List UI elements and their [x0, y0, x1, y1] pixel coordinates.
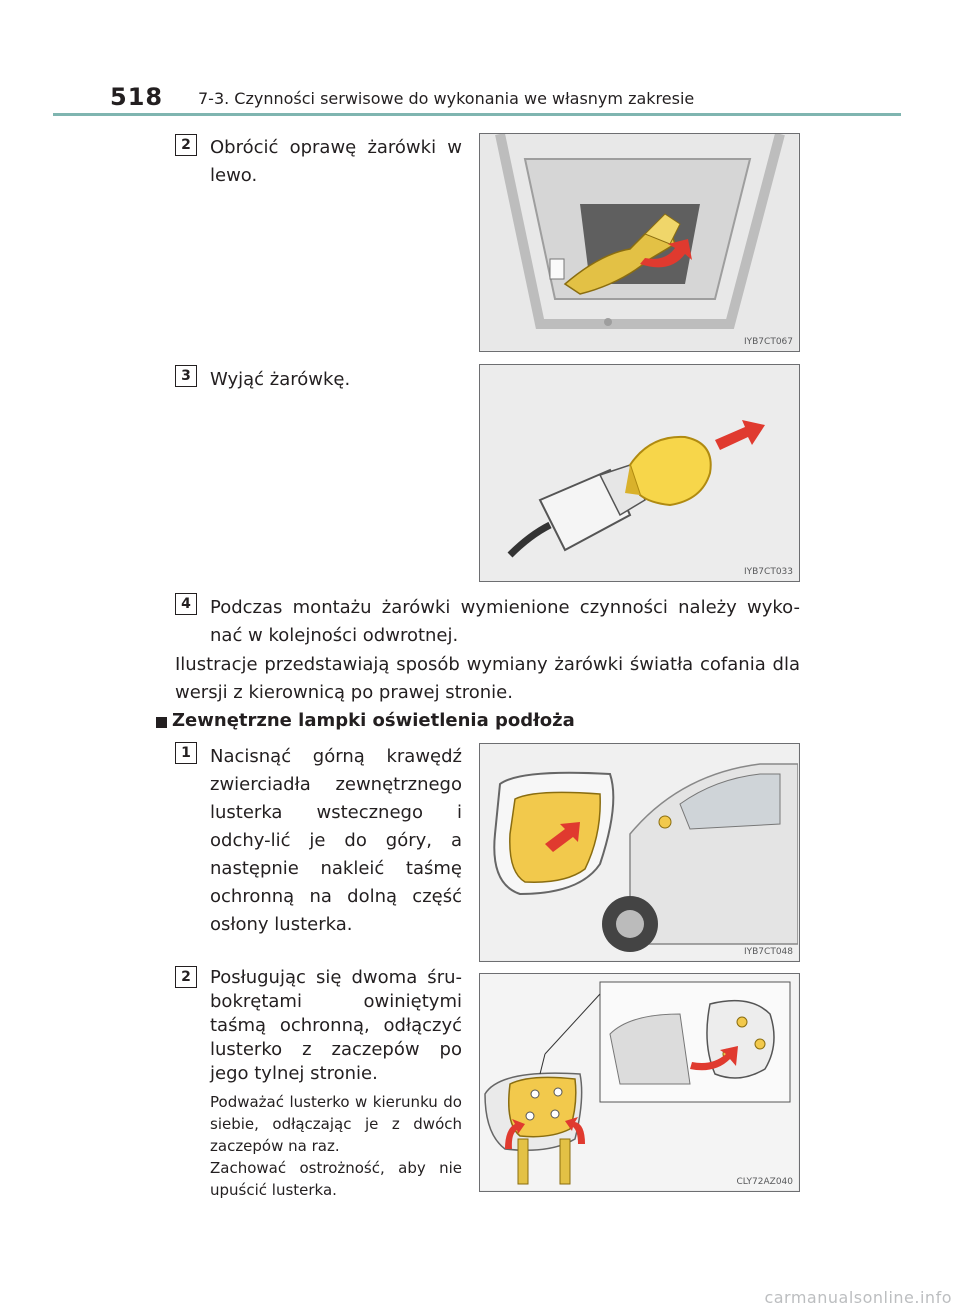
step-text: Wyjąć żarówkę. — [210, 369, 351, 390]
section-bullet-icon — [156, 717, 167, 728]
step-subtext: Podważać lusterko w kierunku do siebie, odłączając je z dwóch zaczepów na raz. — [210, 1093, 462, 1155]
step-number-badge: 2 — [175, 134, 197, 156]
step-text: Posługując się dwoma śru-bokrętami owiniętymi taśmą ochronną, odłączyć lusterko z zaczepów po jego tylnej stronie. — [210, 967, 462, 1084]
figure-bulb-socket-rotate — [479, 133, 800, 352]
figure-mirror-clip-removal — [479, 973, 800, 1192]
step-text: Obrócić oprawę żarówki w lewo. — [210, 137, 462, 186]
step-text: Podczas montażu żarówki wymienione czynności należy wyko-nać w kolejności odwrotnej. — [210, 597, 800, 646]
figure-code: IYB7CT033 — [743, 567, 793, 577]
figure-code: IYB7CT048 — [743, 947, 793, 957]
figure-bulb-removal — [479, 364, 800, 582]
section-title: Zewnętrzne lampki oświetlenia podłoża — [172, 710, 575, 731]
figure-code: CLY72AZ040 — [736, 1177, 793, 1187]
page-number: 518 — [110, 83, 164, 111]
step-subtext: Zachować ostrożność, aby nie upuścić lusterka. — [210, 1159, 462, 1199]
figure-mirror-tilt — [479, 743, 800, 962]
step-number-badge: 3 — [175, 365, 197, 387]
step-number-badge: 1 — [175, 742, 197, 764]
step-text: Nacisnąć górną krawędź zwierciadła zewnętrznego lusterka wstecznego i odchy-lić je do góry, a następnie nakleić taśmę ochronną na dolną część osłony lusterka. — [210, 746, 462, 935]
section-header-title: 7-3. Czynności serwisowe do wykonania we własnym zakresie — [198, 89, 695, 108]
header-divider — [53, 113, 901, 116]
illustration-note: Ilustracje przedstawiają sposób wymiany żarówki światła cofania dla wersji z kierownicą po prawej stronie. — [175, 654, 800, 703]
figure-code: IYB7CT067 — [743, 337, 793, 347]
watermark: carmanualsonline.info — [764, 1288, 952, 1307]
step-number-badge: 4 — [175, 593, 197, 615]
step-number-badge: 2 — [175, 966, 197, 988]
